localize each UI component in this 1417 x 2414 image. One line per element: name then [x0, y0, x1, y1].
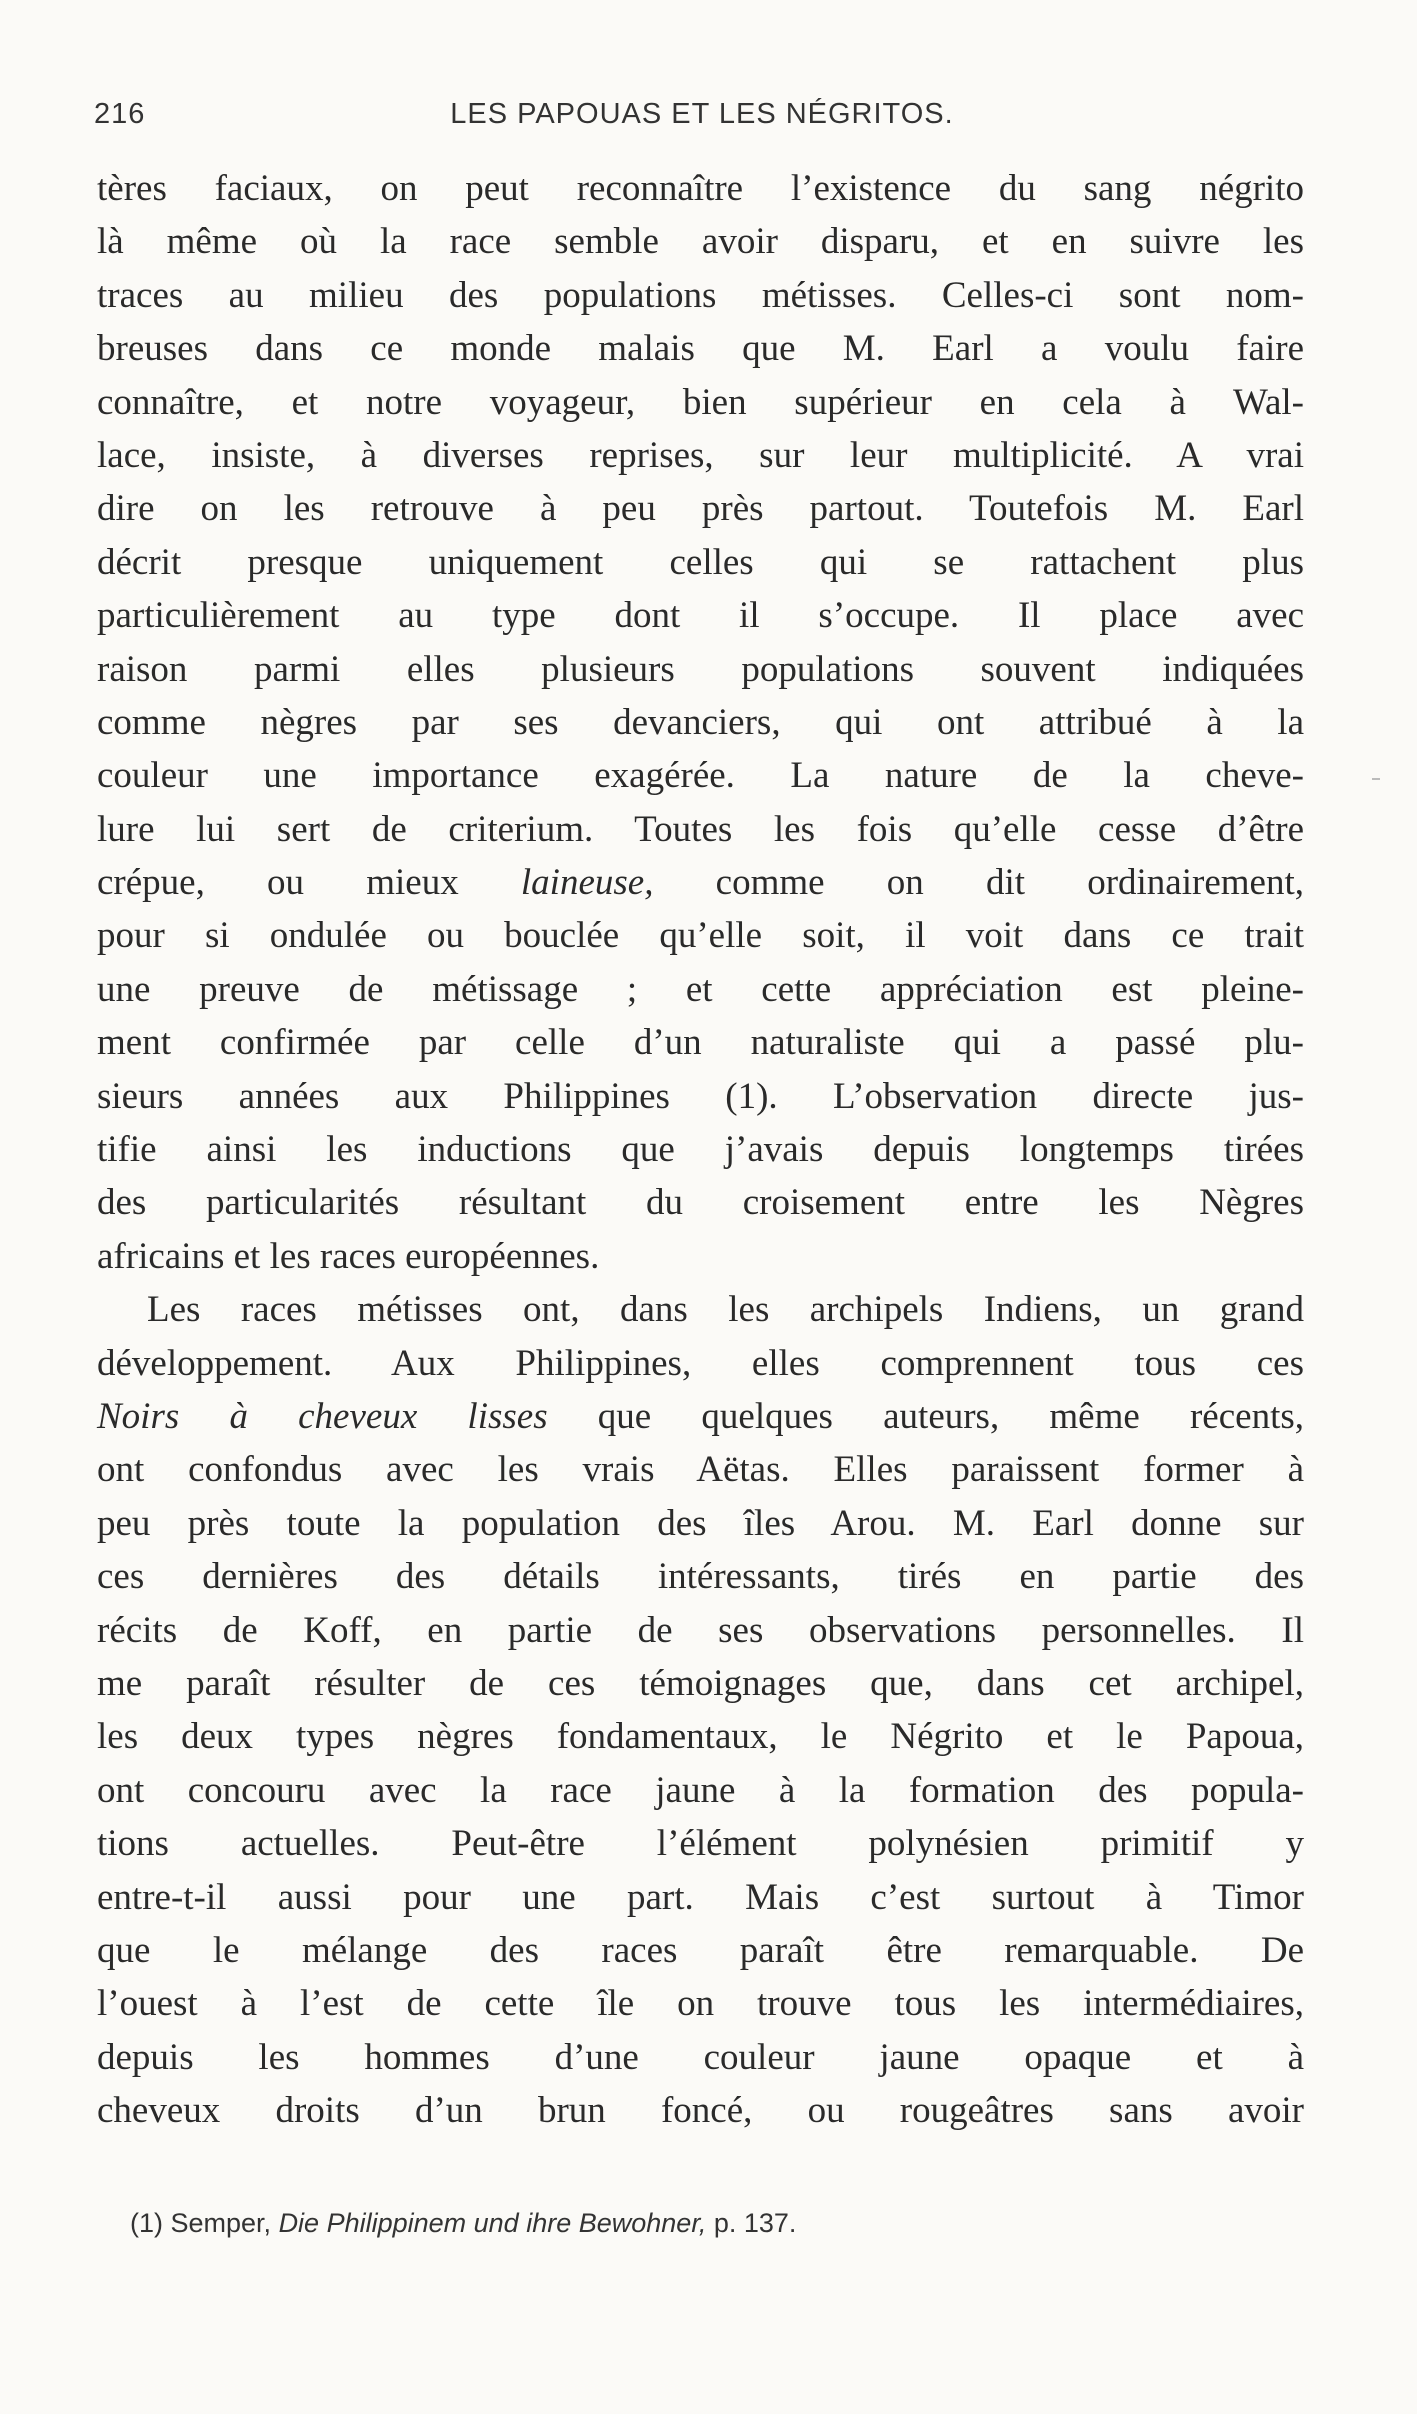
- text-line: depuis les hommes d’une couleur jaune opaque et à: [97, 2036, 1304, 2078]
- text-run: crépue, ou mieux: [97, 862, 521, 904]
- text-line: ment confirmée par celle d’un naturaliste qui a passé plu-: [97, 1022, 1304, 1064]
- text-line: raison parmi elles plusieurs populations souvent indiquées: [97, 648, 1304, 690]
- text-line: breuses dans ce monde malais que M. Earl a voulu faire: [97, 328, 1304, 370]
- italic-term: laineuse,: [520, 862, 654, 904]
- text-line: ont confondus avec les vrais Aëtas. Elles paraissent former à: [97, 1449, 1304, 1491]
- text-line: ces dernières des détails intéressants, tirés en partie des: [97, 1556, 1304, 1598]
- footnote-title: Die Philippinem und ihre Bewohner,: [278, 2208, 707, 2238]
- italic-term: Noirs à cheveux lisses: [97, 1395, 548, 1437]
- text-line: dire on les retrouve à peu près partout. Toutefois M. Earl: [97, 488, 1304, 530]
- text-line: cheveux droits d’un brun foncé, ou rougeâtres sans avoir: [97, 2090, 1304, 2132]
- text-line: développement. Aux Philippines, elles comprennent tous ces: [97, 1342, 1304, 1384]
- text-line: sieurs années aux Philippines (1). L’observation directe jus-: [97, 1075, 1304, 1117]
- text-line: comme nègres par ses devanciers, qui ont attribué à la: [97, 701, 1304, 743]
- text-line: lace, insiste, à diverses reprises, sur leur multiplicité. A vrai: [97, 434, 1304, 476]
- text-line: peu près toute la population des îles Arou. M. Earl donne sur: [97, 1502, 1304, 1544]
- footnote-marker: (1) Semper,: [130, 2208, 279, 2238]
- text-line: tifie ainsi les inductions que j’avais depuis longtemps tirées: [97, 1129, 1304, 1171]
- text-line: ont concouru avec la race jaune à la formation des popula-: [97, 1769, 1304, 1811]
- text-run: comme on dit ordinairement,: [653, 862, 1304, 904]
- text-line: les deux types nègres fondamentaux, le Négrito et le Papoua,: [97, 1716, 1304, 1758]
- text-line: tères faciaux, on peut reconnaître l’existence du sang négrito: [97, 168, 1304, 209]
- text-line: pour si ondulée ou bouclée qu’elle soit, il voit dans ce trait: [97, 915, 1304, 957]
- text-line: une preuve de métissage ; et cette appréciation est pleine-: [97, 968, 1304, 1010]
- body-text: [97, 162, 1304, 2137]
- text-line: particulièrement au type dont il s’occupe. Il place avec: [97, 595, 1304, 637]
- text-line: des particularités résultant du croisement entre les Nègres: [97, 1182, 1304, 1224]
- paragraph-last-line: africains et les races européennes.: [97, 1235, 600, 1277]
- margin-mark: [1372, 778, 1380, 780]
- text-run: que quelques auteurs, même récents,: [547, 1395, 1304, 1437]
- text-line: tions actuelles. Peut-être l’élément polynésien primitif y: [97, 1823, 1304, 1865]
- paragraph-first-line: Les races métisses ont, dans les archipels Indiens, un grand: [147, 1289, 1304, 1331]
- text-line: me paraît résulter de ces témoignages que, dans cet archipel,: [97, 1662, 1304, 1704]
- text-line: récits de Koff, en partie de ses observations personnelles. Il: [97, 1609, 1304, 1651]
- footnote: [130, 2208, 796, 2239]
- text-line: traces au milieu des populations métisses. Celles-ci sont nom-: [97, 274, 1304, 316]
- text-line: que le mélange des races paraît être remarquable. De: [97, 1929, 1304, 1971]
- running-title: LES PAPOUAS ET LES NÉGRITOS.: [450, 98, 954, 130]
- text-line: connaître, et notre voyageur, bien supérieur en cela à Wal-: [97, 381, 1304, 423]
- text-line: là même où la race semble avoir disparu, et en suivre les: [97, 221, 1304, 263]
- text-line: lure lui sert de criterium. Toutes les fois qu’elle cesse d’être: [97, 808, 1304, 850]
- text-line: décrit presque uniquement celles qui se rattachent plus: [97, 541, 1304, 583]
- footnote-page-ref: p. 137.: [706, 2208, 797, 2238]
- text-line: [97, 1390, 1304, 1443]
- page-header: [94, 98, 1310, 138]
- page-number: 216: [94, 98, 146, 130]
- text-line: couleur une importance exagérée. La nature de la cheve-: [97, 755, 1304, 797]
- text-line: l’ouest à l’est de cette île on trouve tous les intermédiaires,: [97, 1983, 1304, 2025]
- text-line: [97, 856, 1304, 909]
- text-line: entre-t-il aussi pour une part. Mais c’est surtout à Timor: [97, 1876, 1304, 1918]
